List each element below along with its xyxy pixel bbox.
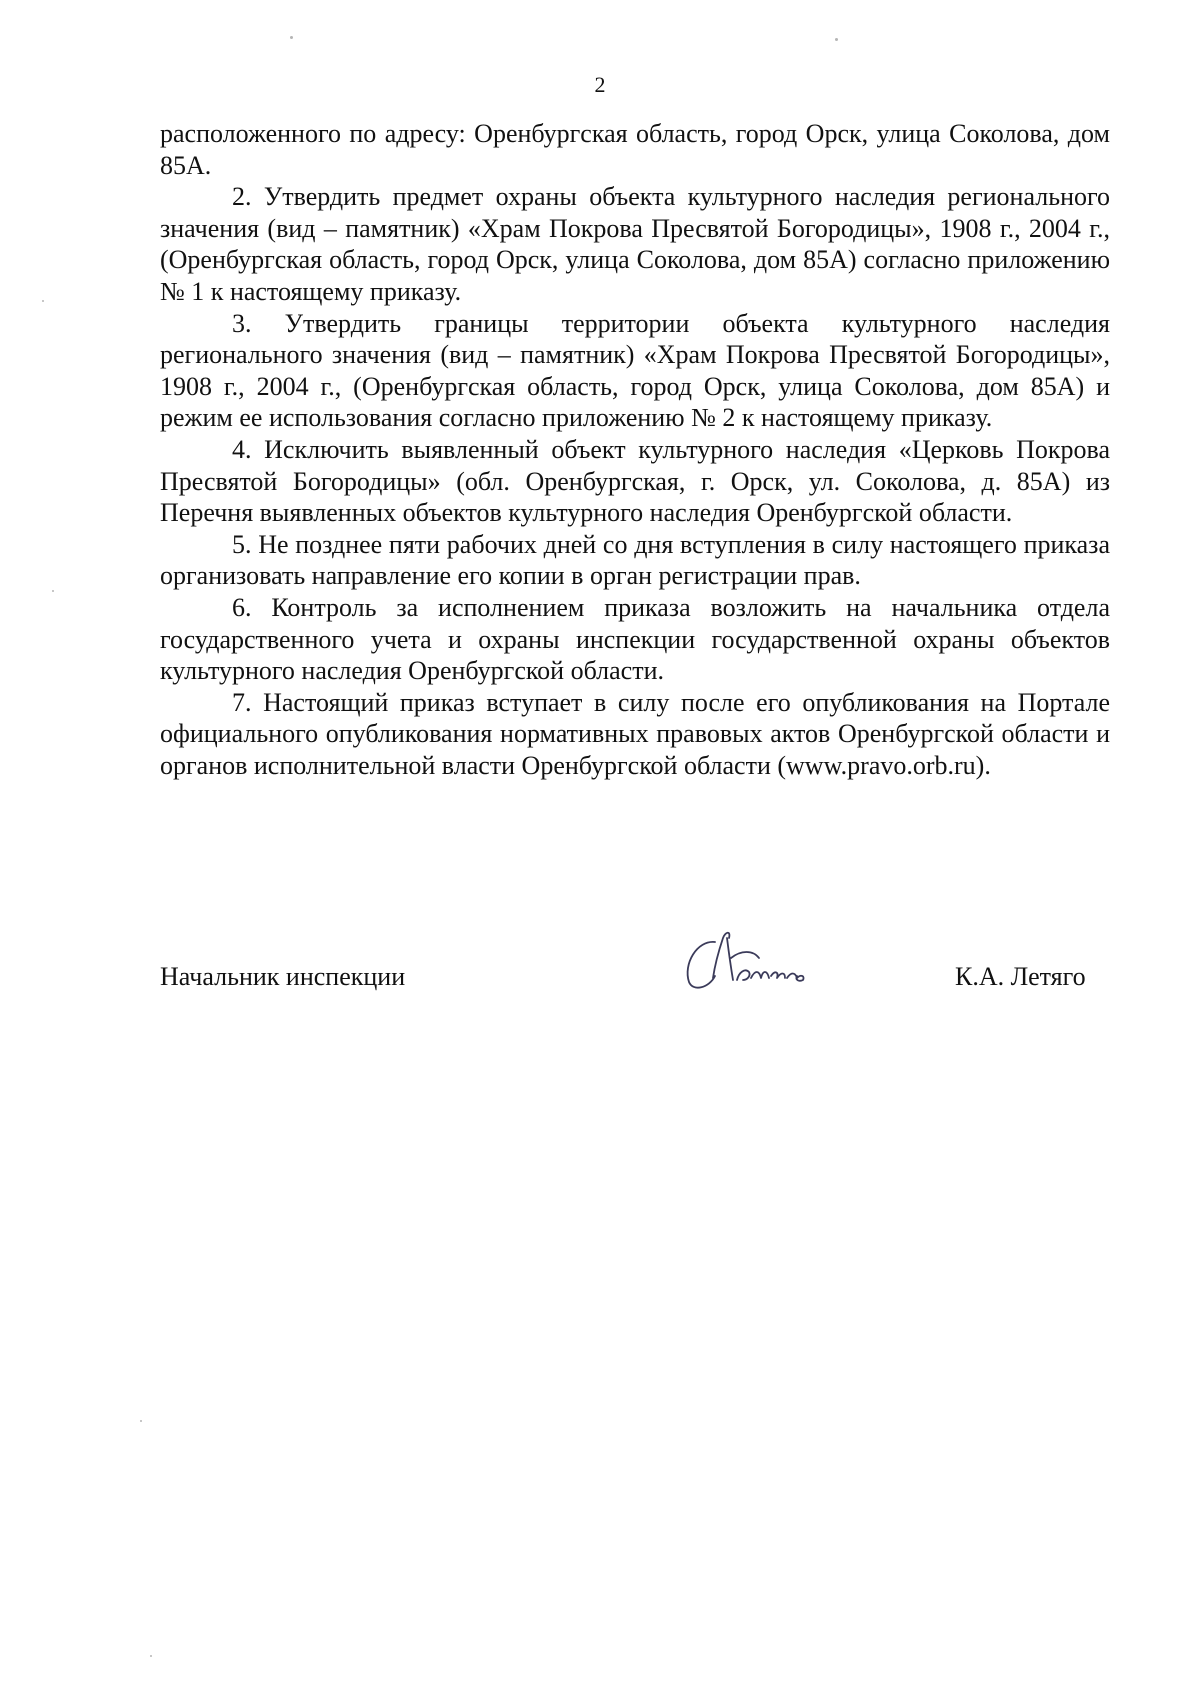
- paragraph-2: 2. Утвердить предмет охраны объекта культурного наследия регионального значения (вид – памятник) «Храм Покрова Пресвятой Богородицы», 1908 г., 2004 г., (Оренбургская область, город Орск, улица Соколова, дом 85А) согласно приложению № 1 к настоящему приказу.: [160, 182, 1110, 306]
- handwritten-signature: [675, 920, 835, 1000]
- scan-speck: [290, 36, 293, 39]
- scan-speck: [42, 300, 44, 302]
- paragraph-4: 4. Исключить выявленный объект культурного наследия «Церковь Покрова Пресвятой Богородицы» (обл. Оренбургская, г. Орск, ул. Соколова, д. 85А) из Перечня выявленных объектов культурного наследия Оренбургской области.: [160, 434, 1110, 528]
- document-body: [160, 118, 1110, 781]
- paragraph-7: 7. Настоящий приказ вступает в силу после его опубликования на Портале официального опубликования нормативных правовых актов Оренбургской области и органов исполнительной власти Оренбургской области (www.pravo.orb.ru).: [160, 687, 1110, 780]
- paragraph-5: 5. Не позднее пяти рабочих дней со дня вступления в силу настоящего приказа организовать направление его копии в орган регистрации прав.: [160, 529, 1110, 591]
- scan-speck: [835, 38, 838, 41]
- scan-speck: [52, 590, 54, 592]
- signatory-title: Начальник инспекции: [160, 962, 406, 991]
- scan-speck: [140, 1420, 142, 1422]
- scan-speck: [150, 1655, 152, 1657]
- paragraph-3: 3. Утвердить границы территории объекта культурного наследия регионального значения (вид – памятник) «Храм Покрова Пресвятой Богородицы», 1908 г., 2004 г., (Оренбургская область, город Орск, улица Соколова, дом 85А) и режим ее использования согласно приложению № 2 к настоящему приказу.: [160, 308, 1110, 433]
- paragraph-1-continuation: расположенного по адресу: Оренбургская область, город Орск, улица Соколова, дом 85А.: [160, 119, 1110, 180]
- signatory-name: К.А. Летяго: [955, 962, 1086, 991]
- page-number: 2: [594, 72, 606, 97]
- paragraph-6: 6. Контроль за исполнением приказа возложить на начальника отдела государственного учета и охраны инспекции государственной охраны объектов культурного наследия Оренбургской области.: [160, 592, 1110, 686]
